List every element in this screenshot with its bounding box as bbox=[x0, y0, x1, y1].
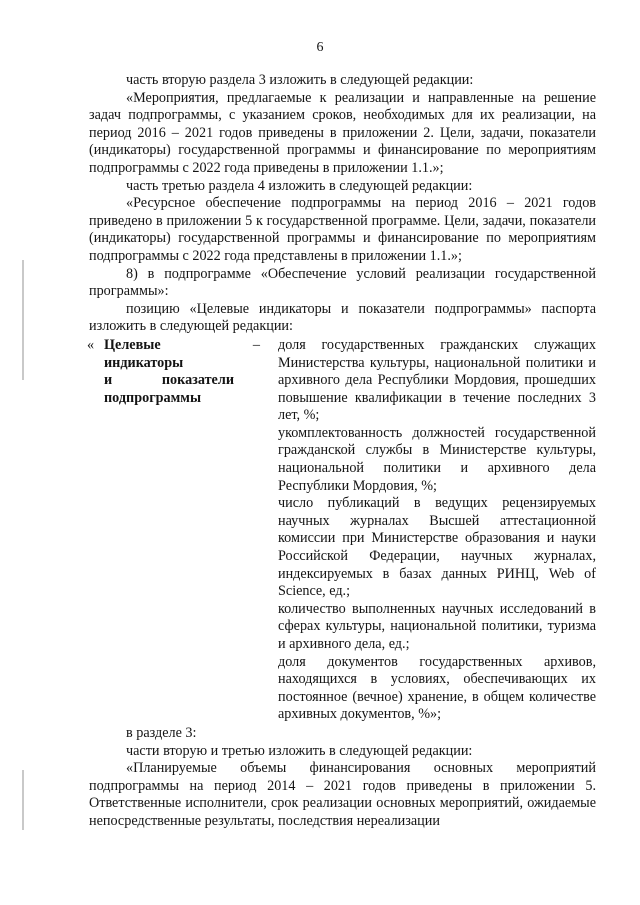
scan-margin-mark bbox=[22, 260, 24, 380]
paragraph: позицию «Целевые индикаторы и показатели подпрограммы» паспорта изложить в следующей редакции: bbox=[89, 300, 596, 335]
label-line: индикаторы bbox=[104, 354, 184, 371]
passport-label-cell bbox=[89, 337, 278, 724]
paragraph: «Планируемые объемы финансирования основных мероприятий подпрограммы на период 2014 – 2021 годов приведены в приложении 5. Ответственные исполнители, срок реализации основных мероприятий, ожидаемые непосредственные результаты, последствия нереализации bbox=[89, 760, 596, 829]
passport-table bbox=[89, 337, 596, 724]
label-word: и bbox=[104, 372, 113, 389]
label-word: показатели bbox=[161, 372, 234, 389]
after-table-text bbox=[89, 725, 596, 831]
open-quote: « bbox=[87, 336, 95, 353]
scan-margin-mark bbox=[22, 770, 24, 830]
document-body bbox=[89, 72, 596, 831]
indicator-item: количество выполненных научных исследований в сферах культуры, национальной политики, туризма и архивного дела, ед.; bbox=[278, 600, 596, 652]
label-line: Целевые bbox=[104, 336, 161, 353]
label-line bbox=[104, 372, 234, 390]
page-number: 6 bbox=[316, 40, 324, 55]
passport-value-cell bbox=[278, 337, 596, 724]
indicator-item: число публикаций в ведущих рецензируемых научных журналах Высшей аттестационной комиссии при Министерстве образования и науки Российской Федерации, научных журналах, индексируемых в базах данных РИНЦ, Web of Science, ед.; bbox=[278, 495, 596, 600]
paragraph: «Мероприятия, предлагаемые к реализации и направленные на решение задач подпрограммы, с указанием сроков, необходимых для их реализации, на период 2016 – 2021 годов приведены в приложении 2. Цели, задачи, показатели (индикаторы) государственной программы и финансирование по мероприятиям подпрограммы с 2022 года приведены в приложении 1.1.»; bbox=[89, 89, 596, 176]
indicator-item: укомплектованность должностей государственной гражданской службы в Министерстве культуры, национальной политики и архивного дела Республики Мордовия, %; bbox=[278, 424, 596, 494]
label-line: подпрограммы bbox=[104, 389, 202, 406]
paragraph: часть третью раздела 4 изложить в следующей редакции: bbox=[126, 177, 473, 194]
paragraph: части вторую и третью изложить в следующей редакции: bbox=[126, 742, 473, 759]
paragraph: часть вторую раздела 3 изложить в следующей редакции: bbox=[126, 72, 474, 88]
paragraph: в разделе 3: bbox=[126, 724, 197, 741]
paragraph: 8) в подпрограмме «Обеспечение условий реализации государственной программы»: bbox=[89, 265, 596, 300]
indicator-item: доля государственных гражданских служащих Министерства культуры, национальной политики и архивного дела Республики Мордовия, прошедших повышение квалификации в течение последних 3 лет, %; bbox=[278, 336, 596, 424]
paragraph: «Ресурсное обеспечение подпрограммы на период 2016 – 2021 годов приведено в приложении 5 к государственной программе. Цели, задачи, показатели (индикаторы) государственной программы и финансирование по мероприятиям подпрограммы с 2022 года представлены в приложении 1.1.»; bbox=[89, 195, 596, 264]
label-dash: – bbox=[252, 336, 260, 353]
indicator-item: доля документов государственных архивов, находящихся в условиях, обеспечивающих их постоянное (вечное) хранение, в общем количестве архивных документов, %»; bbox=[278, 653, 596, 723]
